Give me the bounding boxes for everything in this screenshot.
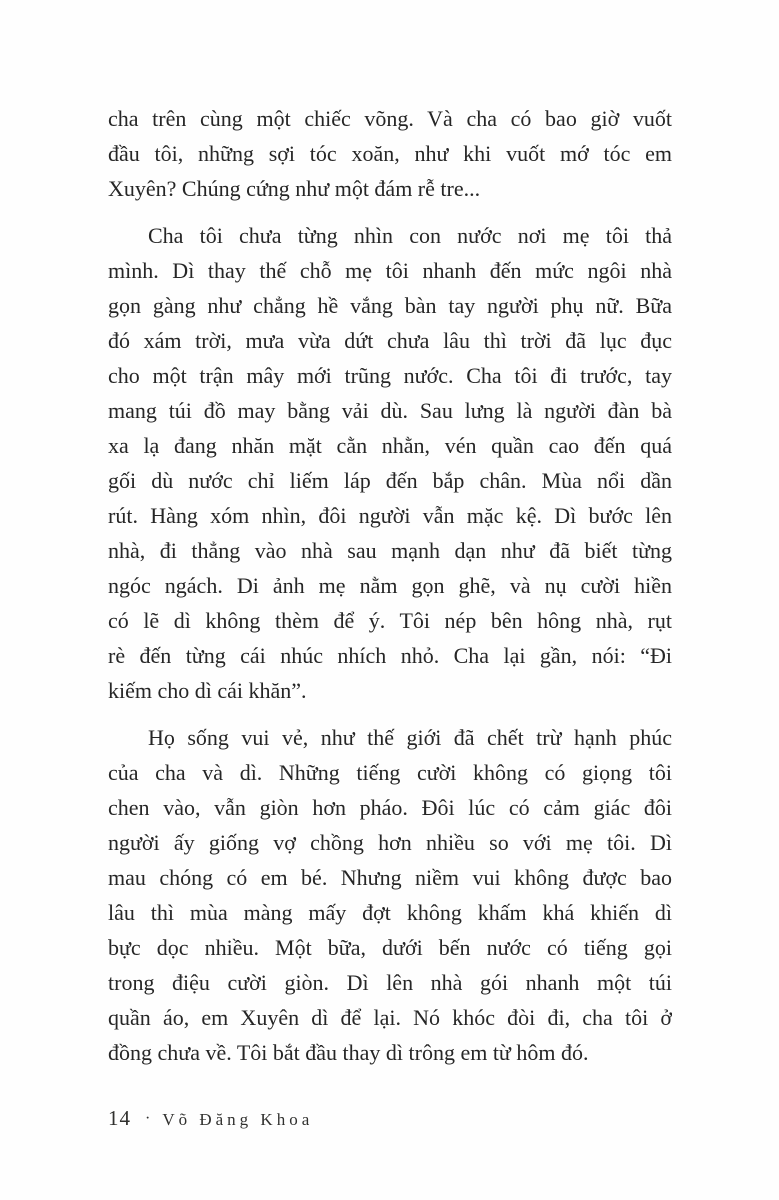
paragraph: [108, 218, 672, 708]
text-line: đầu tôi, những sợi tóc xoăn, như khi vuốt mớ tóc em: [108, 141, 672, 166]
text-line: đó xám trời, mưa vừa dứt chưa lâu thì trời đã lục đục: [108, 328, 672, 353]
text-line: cho một trận mây mới trũng nước. Cha tôi đi trước, tay: [108, 363, 672, 388]
text-line: mình. Dì thay thế chỗ mẹ tôi nhanh đến mức ngôi nhà: [108, 258, 672, 283]
text-line: bực dọc nhiều. Một bữa, dưới bến nước có tiếng gọi: [108, 935, 672, 960]
text-line: mau chóng có em bé. Nhưng niềm vui không được bao: [108, 865, 672, 890]
text-line: xa lạ đang nhăn mặt cằn nhằn, vén quần cao đến quá: [108, 433, 672, 458]
text-line: trong điệu cười giòn. Dì lên nhà gói nhanh một túi: [108, 970, 672, 995]
body-text: [108, 101, 672, 1082]
text-line: mang túi đồ may bằng vải dù. Sau lưng là người đàn bà: [108, 398, 672, 423]
text-line: quần áo, em Xuyên dì để lại. Nó khóc đòi đi, cha tôi ở: [108, 1005, 672, 1030]
text-line: rè đến từng cái nhúc nhích nhỏ. Cha lại gần, nói: “Đi: [108, 643, 672, 668]
text-line: nhà, đi thẳng vào nhà sau mạnh dạn như đã biết từng: [108, 538, 672, 563]
paragraph: [108, 720, 672, 1070]
text-line: kiếm cho dì cái khăn”.: [108, 678, 307, 703]
text-line: cha trên cùng một chiếc võng. Và cha có bao giờ vuốt: [108, 106, 672, 131]
text-line: gối dù nước chỉ liếm láp đến bắp chân. Mùa nổi dần: [108, 468, 672, 493]
text-line: rút. Hàng xóm nhìn, đôi người vẫn mặc kệ. Dì bước lên: [108, 503, 672, 528]
page-footer: [108, 1106, 313, 1131]
text-line: Cha tôi chưa từng nhìn con nước nơi mẹ tôi thả: [148, 223, 672, 248]
footer-separator-dot: ·: [145, 1110, 151, 1127]
paragraph: [108, 101, 672, 206]
text-line: của cha và dì. Những tiếng cười không có giọng tôi: [108, 760, 672, 785]
text-line: lâu thì mùa màng mấy đợt không khấm khá khiến dì: [108, 900, 672, 925]
text-line: Xuyên? Chúng cứng như một đám rễ tre...: [108, 176, 481, 201]
text-line: người ấy giống vợ chồng hơn nhiều so với mẹ tôi. Dì: [108, 830, 672, 855]
text-line: gọn gàng như chẳng hề vắng bàn tay người phụ nữ. Bữa: [108, 293, 672, 318]
author-name: Võ Đăng Khoa: [162, 1110, 314, 1129]
page-number: 14: [108, 1106, 131, 1130]
text-line: đồng chưa về. Tôi bắt đầu thay dì trông em từ hôm đó.: [108, 1040, 589, 1065]
text-line: có lẽ dì không thèm để ý. Tôi nép bên hông nhà, rụt: [108, 608, 672, 633]
text-line: Họ sống vui vẻ, như thế giới đã chết trừ hạnh phúc: [148, 725, 672, 750]
text-line: chen vào, vẫn giòn hơn pháo. Đôi lúc có cảm giác đôi: [108, 795, 672, 820]
text-line: ngóc ngách. Di ảnh mẹ nằm gọn ghẽ, và nụ cười hiền: [108, 573, 672, 598]
